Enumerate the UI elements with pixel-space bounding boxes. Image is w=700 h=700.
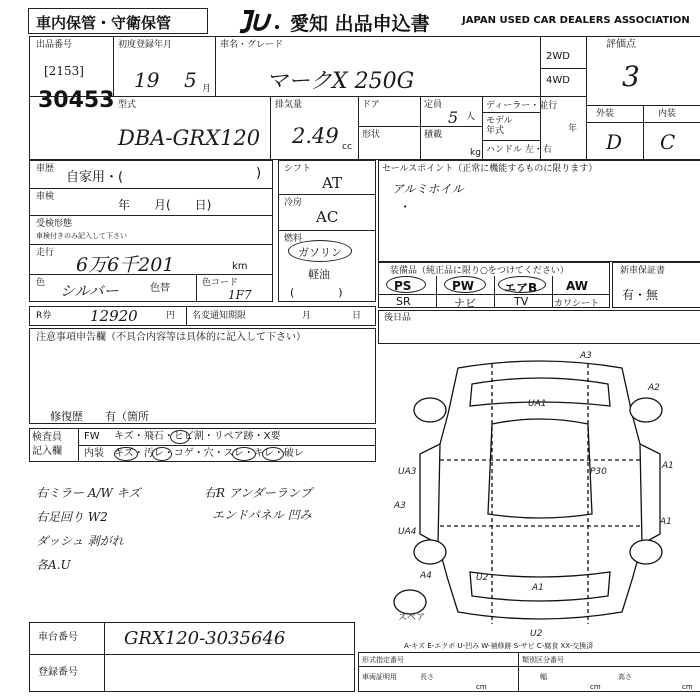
cm-unit-2: cm <box>590 683 601 691</box>
year-unit: 年 <box>568 124 578 134</box>
damage-label: A1 <box>662 461 674 471</box>
lot-number-label: 出品番号 <box>36 40 73 50</box>
load-label: 積載 <box>424 130 443 140</box>
chassis-value: GRX120-3035646 <box>124 628 286 649</box>
door-label: ドア <box>362 100 380 110</box>
note-line-3: 右足回り W2 <box>36 510 108 524</box>
inspector-label: 検査員 <box>32 432 62 443</box>
reception-note: 車検付きのみ記入して下さい <box>36 232 127 240</box>
score-value: 3 <box>622 60 640 93</box>
recycle-unit: 円 <box>166 311 176 321</box>
damage-legend: A-キズ E-エクボ U-凹み W-補修跡 S-サビ C-腐食 XX-交換済 <box>404 642 594 650</box>
equip-pw: PW <box>452 279 475 293</box>
displacement-unit: cc <box>342 142 352 152</box>
interior-grade: C <box>660 130 676 154</box>
damage-label: U2 <box>530 629 543 639</box>
notes-label: 注意事項申告欄（不具合内容等は具体的に記入して下さい） <box>36 332 306 343</box>
fuel-diesel: 軽油 <box>308 268 330 281</box>
fuel-gas: ガソリン <box>298 246 342 259</box>
damage-label: UA4 <box>398 527 417 537</box>
type-value: DBA-GRX120 <box>118 126 261 150</box>
model-grade-label: 車名・グレード <box>220 40 284 50</box>
equip-navi: ナビ <box>454 297 476 310</box>
type-label: 型式 <box>118 100 137 110</box>
ac-label: 冷房 <box>284 198 303 208</box>
exterior-label: 外装 <box>596 109 615 119</box>
size-label: 車両証明用 <box>362 673 397 681</box>
equip-sr: SR <box>396 295 411 308</box>
inspector-interior: 内装 <box>84 448 104 459</box>
ac-value: AC <box>316 208 339 226</box>
color-code-label: 色コード <box>202 278 239 288</box>
equipment-label: 装備品（純正品に限り○をつけてください） <box>390 266 569 276</box>
selling-point-1: アルミホイル <box>392 182 464 196</box>
note-line-2: 右R アンダーランプ <box>204 486 312 500</box>
first-registration-month: 5 <box>184 68 197 92</box>
selling-points-box <box>378 160 700 262</box>
interior-label: 内装 <box>658 109 677 119</box>
selling-point-2: ・ <box>398 200 411 214</box>
displacement-value: 2.49 <box>292 124 339 148</box>
color-label: 色 <box>36 278 46 288</box>
month-unit: 月 <box>202 84 212 94</box>
first-registration-label: 初度登録年月 <box>118 40 173 50</box>
handle-label: ハンドル 左・右 <box>486 145 552 155</box>
inspector-row1: キズ・飛石・ヒビ割・リペア跡・X要 <box>114 431 281 442</box>
reception-label: 受検形態 <box>36 219 73 229</box>
capacity-label: 定員 <box>424 100 443 110</box>
equip-seat: カワシート <box>554 299 600 309</box>
color-value: シルバー <box>60 282 119 300</box>
association-name: JAPAN USED CAR DEALERS ASSOCIATION <box>462 15 690 26</box>
damage-label: A3 <box>580 351 592 361</box>
lot-number: 30453 <box>38 88 115 113</box>
load-unit: kg <box>470 148 481 158</box>
equip-ps: PS <box>394 279 412 293</box>
cm-unit-3: cm <box>682 683 693 691</box>
shift-label: シフト <box>284 164 312 174</box>
damage-label: U2 <box>476 573 489 583</box>
length-label: 長さ <box>420 673 434 681</box>
damage-label: UA3 <box>398 467 417 477</box>
mileage-unit: km <box>232 261 248 272</box>
inspector-fw: FW <box>84 431 100 442</box>
damage-label: A1 <box>532 583 544 593</box>
after-items-box <box>378 310 700 344</box>
shape-label: 形状 <box>362 130 381 140</box>
registration-label: 登録番号 <box>38 667 78 678</box>
fuel-label: 燃料 <box>284 234 303 244</box>
insurance-value: 有・無 <box>622 288 659 302</box>
lot-small-number: [2153] <box>44 64 84 78</box>
inspection-label: 車検 <box>36 192 55 202</box>
damage-label: P30 <box>590 467 607 477</box>
repair-history-label: 修復歴 有（箇所 <box>50 410 149 423</box>
shift-value: AT <box>322 174 343 192</box>
inspector-label2: 記入欄 <box>32 446 62 457</box>
first-registration-year: 19 <box>134 68 160 92</box>
storage-label: 車内保管・守衛保管 <box>36 14 172 32</box>
model-year-label: モデル <box>486 116 513 126</box>
name-change-label: 名変通知期限 <box>192 311 247 321</box>
name-change-day: 日 <box>352 311 362 321</box>
damage-label: A4 <box>420 571 432 581</box>
drive-2wd: 2WD <box>546 51 570 62</box>
equip-tv: TV <box>514 295 529 308</box>
spare-label: スペア <box>398 613 426 623</box>
equip-airbag: エアB <box>504 281 538 295</box>
inspection-value: 年 月( 日) <box>118 198 212 212</box>
car-damage-diagram <box>380 344 700 644</box>
damage-label: A1 <box>660 517 672 527</box>
recycle-label: R券 <box>36 311 52 321</box>
model-year-label2: 年式 <box>486 126 505 136</box>
capacity-value: 5 <box>448 108 459 127</box>
drive-4wd: 4WD <box>546 75 570 86</box>
insurance-label: 新車保証書 <box>620 266 666 276</box>
document-title: 愛知 出品申込書 <box>290 13 430 35</box>
note-line-6: 各A.U <box>36 558 71 572</box>
history-close: ) <box>256 166 262 181</box>
cm-unit-1: cm <box>476 683 487 691</box>
type-spec-label: 形式指定番号 <box>362 656 404 664</box>
damage-label: UA1 <box>528 399 547 409</box>
damage-label: A2 <box>648 383 660 393</box>
history-label: 車歴 <box>36 164 55 174</box>
import-label: ディーラー・並行 <box>486 101 558 111</box>
color-change-label: 色替 <box>150 283 170 294</box>
displacement-label: 排気量 <box>275 100 303 110</box>
name-change-month: 月 <box>302 311 312 321</box>
selling-points-label: セールスポイント（正常に機能するものに限ります） <box>382 164 598 174</box>
fuel-other: ( ) <box>290 286 343 299</box>
equip-aw: AW <box>566 279 588 293</box>
width-label: 幅 <box>540 673 547 681</box>
capacity-unit: 人 <box>466 112 476 122</box>
inspector-row2: キズ・汚レ・コゲ・穴・スレ・キレ・破レ <box>114 448 304 459</box>
model-grade: マークX 250G <box>266 69 415 94</box>
mileage-label: 走行 <box>36 248 55 258</box>
note-line-4: エンドパネル 凹み <box>212 508 312 522</box>
after-items-label: 後日品 <box>384 313 412 323</box>
exterior-grade: D <box>606 130 623 154</box>
mileage-value: 6万6千201 <box>76 254 175 276</box>
score-label: 評価点 <box>606 39 636 50</box>
note-line-5: ダッシュ 剥がれ <box>36 534 124 548</box>
history-value: 自家用・( <box>66 170 124 185</box>
damage-label: A3 <box>394 501 406 511</box>
chassis-label: 車台番号 <box>38 632 78 643</box>
recycle-value: 12920 <box>90 307 138 325</box>
note-line-1: 右ミラー A/W キズ <box>36 486 141 500</box>
ju-logo <box>238 8 286 34</box>
height-label: 高さ <box>618 673 632 681</box>
class-spec-label: 類別区分番号 <box>522 656 564 664</box>
color-code: 1F7 <box>228 288 252 302</box>
